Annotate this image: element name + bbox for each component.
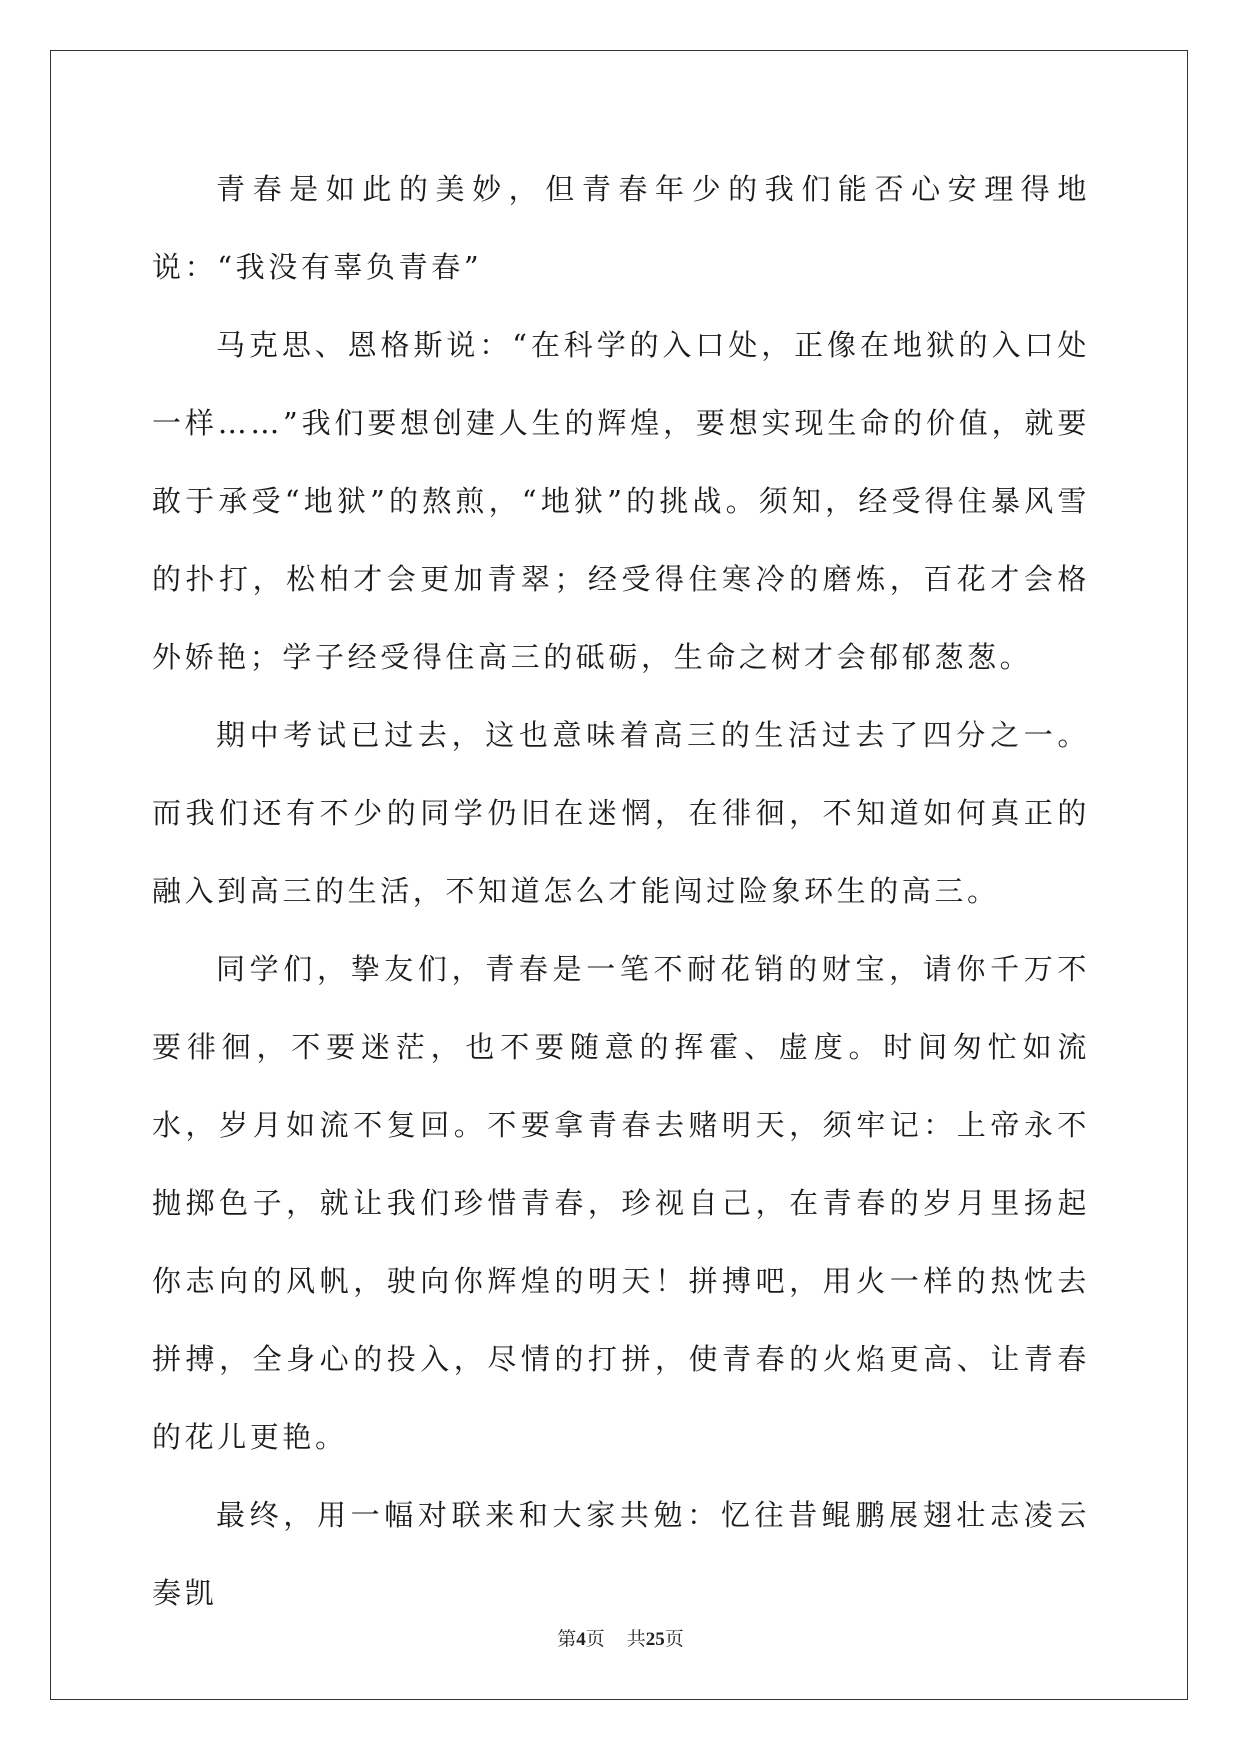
page-prefix: 第 <box>557 1629 577 1650</box>
page-suffix: 页 <box>585 1629 605 1650</box>
document-body <box>152 150 1090 1632</box>
paragraph-4: 同学们，挚友们，青春是一笔不耐花销的财宝，请你千万不要徘徊，不要迷茫，也不要随意的挥霍、虚度。时间匆忙如流水，岁月如流不复回。不要拿青春去赌明天，须牢记：上帝永不抛掷色子，就让我们珍惜青春，珍视自己，在青春的岁月里扬起你志向的风帆，驶向你辉煌的明天！拼搏吧，用火一样的热忱去拼搏，全身心的投入，尽情的打拼，使青春的火焰更高、让青春的花儿更艳。 <box>152 952 1090 1454</box>
total-suffix: 页 <box>664 1629 684 1650</box>
paragraph-5: 最终，用一幅对联来和大家共勉：忆往昔鲲鹏展翅壮志凌云奏凯 <box>152 1498 1090 1610</box>
current-page-number: 4 <box>576 1629 586 1650</box>
paragraph-1: 青春是如此的美妙，但青春年少的我们能否心安理得地说：“我没有辜负青春” <box>152 172 1090 284</box>
total-prefix: 共 <box>626 1629 646 1650</box>
total-pages-number: 25 <box>645 1629 665 1650</box>
paragraph-2: 马克思、恩格斯说：“在科学的入口处，正像在地狱的入口处一样……”我们要想创建人生的辉煌，要想实现生命的价值，就要敢于承受“地狱”的熬煎，“地狱”的挑战。须知，经受得住暴风雪的扑打，松柏才会更加青翠；经受得住寒冷的磨炼，百花才会格外娇艳；学子经受得住高三的砥砺，生命之树才会郁郁葱葱。 <box>152 328 1090 674</box>
paragraph-3: 期中考试已过去，这也意味着高三的生活过去了四分之一。而我们还有不少的同学仍旧在迷惘，在徘徊，不知道如何真正的融入到高三的生活，不知道怎么才能闯过险象环生的高三。 <box>152 718 1090 908</box>
page-footer <box>0 1624 1241 1651</box>
